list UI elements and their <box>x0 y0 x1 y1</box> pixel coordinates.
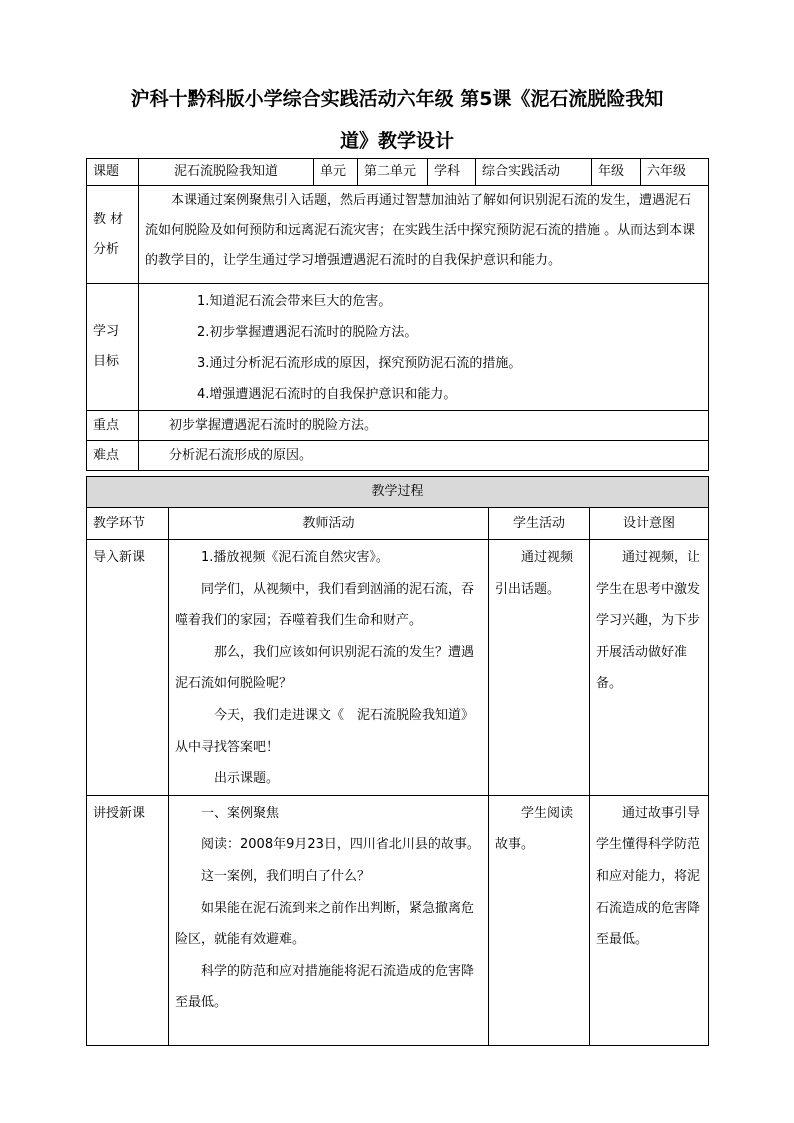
header-stage: 教学环节 <box>87 508 169 540</box>
teaching-process-table <box>86 476 709 1046</box>
key-point-text: 初步掌握遭遇泥石流时的脱险方法。 <box>139 411 709 441</box>
goal-item: 3.通过分析泥石流形成的原因，探究预防泥石流的措施。 <box>197 356 522 371</box>
key-point-label: 重点 <box>87 411 139 441</box>
header-teacher: 教师活动 <box>169 508 489 540</box>
difficulty-text: 分析泥石流形成的原因。 <box>139 441 709 471</box>
stage-cell: 导入新课 <box>87 540 169 796</box>
lesson-info-table <box>86 158 709 471</box>
design-intent: 通过故事引导学生懂得科学防范和应对能力，将泥石流造成的危害降至最低。 <box>590 795 709 1045</box>
teacher-activity <box>169 795 489 1045</box>
student-activity: 学生阅读故事。 <box>489 795 590 1045</box>
goal-item: 4.增强遭遇泥石流时的自我保护意识和能力。 <box>197 387 457 402</box>
topic-value: 泥石流脱险我知道 <box>139 159 314 186</box>
goals-label <box>87 284 139 411</box>
goals-label-line-2: 目标 <box>93 354 120 369</box>
table-row <box>87 540 709 796</box>
analysis-label <box>87 186 139 284</box>
teacher-line: 今天，我们走进课文《 泥石流脱险我知道》从中寻找答案吧！ <box>175 707 475 755</box>
process-banner: 教学过程 <box>87 477 709 508</box>
teacher-line: 这一案例，我们明白了什么？ <box>201 868 371 884</box>
subject-value: 综合实践活动 <box>476 159 592 186</box>
document-title-line-2: 道》教学设计 <box>339 130 454 152</box>
grade-value: 六年级 <box>641 159 709 186</box>
header-student: 学生活动 <box>489 508 590 540</box>
goals-label-line-1: 学习 <box>93 324 120 339</box>
teacher-activity <box>169 540 489 796</box>
header-intent: 设计意图 <box>590 508 709 540</box>
analysis-label-line-2: 分析 <box>93 241 120 257</box>
teacher-line: 1.播放视频《泥石流自然灾害》。 <box>201 550 389 565</box>
grade-label: 年级 <box>592 159 641 186</box>
learning-goals <box>139 284 709 411</box>
stage-cell: 讲授新课 <box>87 795 169 1045</box>
teacher-line: 科学的防范和应对措施能将泥石流造成的危害降至最低。 <box>175 963 475 1011</box>
analysis-text: 本课通过案例聚焦引入话题，然后再通过智慧加油站了解如何识别泥石流的发生，遭遇泥石流如何脱险及如何预防和远离泥石流灾害；在实践生活中探究预防泥石流的措施 。从而达到本课的教学目的，让学生通过学习增强遭遇泥石流时的自我保护意识和能力。 <box>139 186 709 284</box>
teacher-line: 如果能在泥石流到来之前作出判断，紧急撤离危险区，就能有效避难。 <box>175 900 475 948</box>
goal-item: 2.初步掌握遭遇泥石流时的脱险方法。 <box>197 325 418 340</box>
teacher-line: 阅读：2008年9月23日，四川省北川县的故事。 <box>201 837 480 853</box>
teacher-line: 出示课题。 <box>214 771 280 787</box>
table-row <box>87 795 709 1045</box>
unit-label: 单元 <box>314 159 358 186</box>
design-intent: 通过视频，让学生在思考中激发学习兴趣，为下步开展活动做好准备。 <box>590 540 709 796</box>
analysis-label-line-1: 教 材 <box>93 211 124 227</box>
unit-value: 第二单元 <box>358 159 428 186</box>
subject-label: 学科 <box>428 159 476 186</box>
goal-item: 1.知道泥石流会带来巨大的危害。 <box>197 294 392 309</box>
student-activity: 通过视频引出话题。 <box>489 540 590 796</box>
topic-label: 课题 <box>87 159 139 186</box>
document-title-line-1: 沪科十黔科版小学综合实践活动六年级 第5课《泥石流脱险我知 <box>130 88 664 110</box>
difficulty-label: 难点 <box>87 441 139 471</box>
teacher-line: 那么，我们应该如何识别泥石流的发生？遭遇泥石流如何脱险呢？ <box>175 644 475 692</box>
teacher-line: 一、案例聚焦 <box>201 805 280 821</box>
teacher-line: 同学们，从视频中，我们看到汹涌的泥石流，吞噬着我们的家园；吞噬着我们生命和财产。 <box>175 581 475 629</box>
